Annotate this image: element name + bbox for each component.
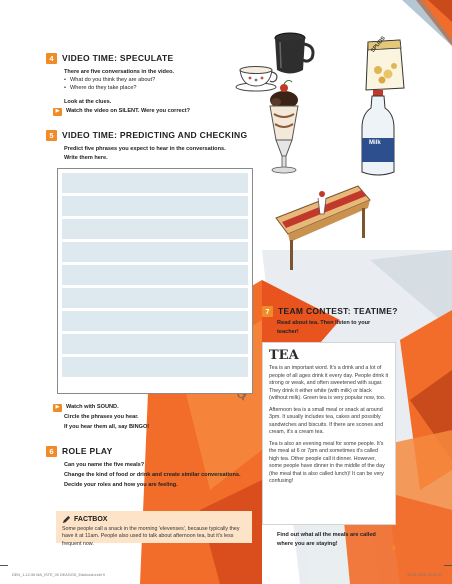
section-4-bullets [64,77,155,93]
print-footer [12,573,442,577]
factbox-heading [62,515,246,524]
section-6-number: 6 [46,446,57,457]
tea-paragraph-2: Afternoon tea is a small meal or snack at around 3pm. It usually includes tea, cakes and possibly sandwiches and biscuits. If there are scones and cream, it's a cream tea. [269,406,384,436]
tea-text-box [262,342,396,525]
writing-line[interactable] [62,288,248,308]
section-5-title: VIDEO TIME: PREDICTING AND CHECKING [62,130,248,140]
section-4-title: VIDEO TIME: SPECULATE [62,53,174,63]
page-number: 9 [392,545,396,552]
writing-line[interactable] [62,219,248,239]
section-7-title: TEAM CONTEST: TEATIME? [278,306,398,316]
bullet-item: • Where do they take place? [64,85,155,93]
section-4-silent-text: Watch the video on SILENT. Were you correct? [66,108,191,115]
section-5-heading [46,129,247,141]
tea-paragraph-3: Tea is also an evening meal for some people. It's the meal at 6 or 7pm and sometimes it's called high tea. Other people call it dinner. However, some people have dinner in the middle of the day (the meal that is also called lunch)! It can be very confusing! [269,440,385,485]
factbox-text: Some people call a snack in the morning 'elevenses', because typically they have it at 11am. People also used to talk about afternoon tea, but it's less frequent now. [62,526,240,547]
section-7-heading [262,305,398,317]
section-6-line-3: Decide your roles and how you are feeling. [64,482,178,488]
sundae-illustration [258,80,308,180]
video-icon: ▶ [53,108,62,116]
pencil-icon [62,515,71,524]
section-7-line-2: teacher! [277,329,299,335]
section-4-clues: Look at the clues. [64,99,112,105]
milk-label: Milk [369,140,381,146]
tea-title: TEA [269,348,299,363]
writing-line[interactable] [62,196,248,216]
section-5-sound-task [53,404,119,412]
footer-left: DEN_1-12-96 MA_ISTE_00 DEAGOD_Edubook.indd 9 [12,573,105,577]
section-6-title: ROLE PLAY [62,446,113,456]
footer-right: 30.01.2019 13:30:42 [407,573,442,577]
section-5-line-2: Write them here. [64,155,108,161]
writing-line[interactable] [62,334,248,354]
crop-mark [444,565,452,566]
section-7-line-1: Read about tea. Then listen to your [277,320,371,326]
section-6-line-2: Change the kind of food or drink and create similar conversations. [64,472,241,478]
section-4-intro: There are five conversations in the video. [64,69,175,75]
writing-line[interactable] [62,242,248,262]
section-4-number: 4 [46,53,57,64]
section-4-silent-task [53,108,190,116]
section-7-bottom-line-1: Find out what all the meals are called [277,532,376,538]
bullet-item: • What do you think they are about? [64,77,155,85]
writing-line[interactable] [62,265,248,285]
chips-bag-illustration [360,38,408,92]
chips-label: SPUDS [370,35,387,54]
section-5-sound-line-2: Circle the phrases you hear. [64,414,139,420]
section-5-line-1: Predict five phrases you expect to hear in the conversations. [64,146,226,152]
section-7-number: 7 [262,306,273,317]
writing-line[interactable] [62,311,248,331]
corner-decoration [402,0,452,46]
section-6-heading [46,445,113,457]
crop-mark [0,565,8,566]
section-5-sound-text: Watch with SOUND. [66,404,119,411]
writing-line[interactable] [62,357,248,377]
table-illustration [268,178,372,270]
milk-bottle-illustration [358,88,398,178]
factbox-title: FACTBOX [74,516,108,523]
writing-box [57,168,253,394]
section-7-bottom-line-2: where you are staying! [277,541,338,547]
section-5-sound-line-3: If you hear them all, say BINGO! [64,424,150,430]
section-4-heading [46,52,173,64]
section-5-number: 5 [46,130,57,141]
video-icon: ▶ [53,404,62,412]
writing-line[interactable] [62,173,248,193]
tea-paragraph-1: Tea is an important word. It's a drink and a lot of people of all ages drink it every day. People drink it strong or weak, and often sweetened with sugar. They drink it either white (with milk) or black (without milk). Green tea is very popular now, too. [269,365,389,402]
factbox [56,511,252,547]
section-6-line-1: Can you name the five meals? [64,462,145,468]
